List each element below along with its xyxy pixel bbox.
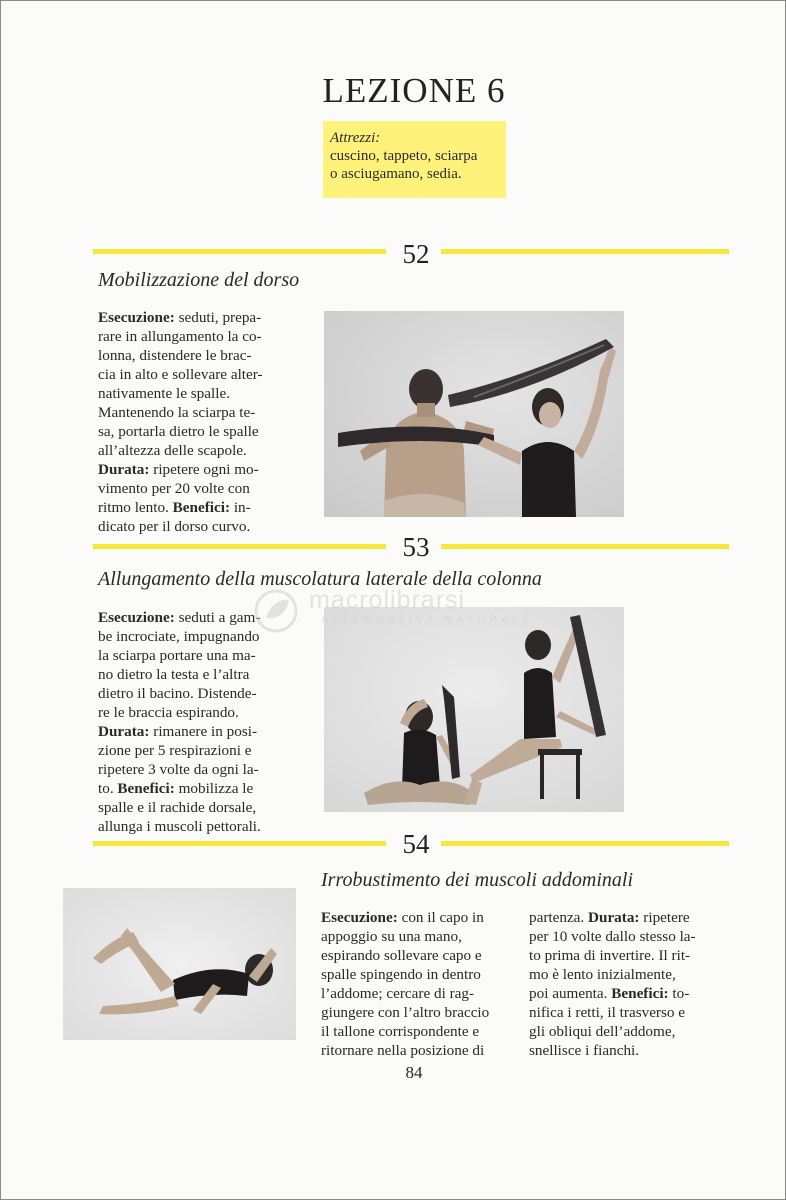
exercise-heading: Allungamento della muscolatura laterale della colonna (98, 568, 542, 590)
text-line: l’addome; cercare di rag- (321, 985, 475, 1002)
bold-label: Durata: (98, 723, 150, 740)
text-line: Mantenendo la sciarpa te- (98, 404, 256, 421)
text-line: poi aumenta. Benefici: to- (529, 985, 690, 1002)
text-line: Durata: ripetere ogni mo- (98, 461, 259, 478)
text-line: lonna, distendere le brac- (98, 347, 252, 364)
text-line: gli obliqui dell’addome, (529, 1023, 676, 1040)
text-line: cia in alto e sollevare alter- (98, 366, 263, 383)
text-line: nifica i retti, il trasverso e (529, 1004, 686, 1021)
text-line: zione per 5 respirazioni e (98, 742, 252, 759)
text-line: to prima di invertire. Il rit- (529, 947, 691, 964)
bold-label: Durata: (588, 909, 640, 926)
bold-label: Benefici: (117, 780, 175, 797)
text-line: partenza. Durata: ripetere (529, 909, 690, 926)
exercise-text-col1 (321, 908, 521, 1060)
exercise-heading: Mobilizzazione del dorso (98, 269, 300, 291)
page-number: 84 (405, 1063, 423, 1082)
text-line: sa, portarla dietro le spalle (98, 423, 259, 440)
section-rule (93, 544, 386, 549)
text-line: all’altezza delle scapole. (98, 442, 247, 459)
lesson-title: LEZIONE 6 (322, 71, 506, 110)
text-line: ritornare nella posizione di (321, 1042, 485, 1059)
text-line: ripetere 3 volte da ogni la- (98, 761, 259, 778)
text-line: spalle spingendo in dentro (321, 966, 481, 983)
section-rule (93, 841, 386, 846)
text-line: rare in allungamento la co- (98, 328, 262, 345)
exercise-text-col2 (529, 908, 729, 1060)
bold-label: Benefici: (172, 499, 231, 516)
text-line: no dietro la testa e l’altra (98, 666, 250, 683)
bold-label: Durata: (98, 461, 150, 478)
photo-illustration (324, 607, 624, 812)
text-line: dicato per il dorso curvo. (98, 518, 251, 535)
exercise-number: 53 (402, 532, 430, 562)
text-line: Esecuzione: seduti a gam- (98, 609, 261, 626)
exercise-number: 54 (402, 829, 430, 859)
text-line: Esecuzione: seduti, prepa- (98, 309, 262, 326)
section-rule (441, 249, 729, 254)
text-line: appoggio su una mano, (321, 928, 462, 945)
photo-illustration (324, 311, 624, 517)
section-rule (93, 249, 386, 254)
exercise-text (98, 608, 313, 836)
exercise-photo-52 (324, 311, 624, 517)
text-line: spalle e il rachide dorsale, (98, 799, 257, 816)
exercise-photo-53 (324, 607, 624, 812)
photo-illustration (63, 888, 296, 1040)
text-line: nativamente le spalle. (98, 385, 230, 402)
text-line: vimento per 20 volte con (98, 480, 250, 497)
exercise-heading: Irrobustimento dei muscoli addominali (321, 869, 634, 891)
text-line: Esecuzione: con il capo in (321, 909, 484, 926)
section-rule (441, 544, 729, 549)
text-line: mo è lento inizialmente, (529, 966, 676, 983)
text-line: Durata: rimanere in posi- (98, 723, 258, 740)
watermark-brand: macrolibrarsi (309, 586, 466, 614)
text-line: snellisce i fianchi. (529, 1042, 640, 1059)
equipment-line: cuscino, tappeto, sciarpa (330, 148, 478, 164)
text-line: be incrociate, impugnando (98, 628, 260, 645)
bold-label: Esecuzione: (321, 909, 398, 926)
text-line: espirando sollevare capo e (321, 947, 482, 964)
text-line: re le braccia espirando. (98, 704, 239, 721)
text-line: per 10 volte dallo stesso la- (529, 928, 696, 945)
exercise-number: 52 (402, 239, 430, 269)
equipment-box (323, 121, 506, 198)
equipment-line: o asciugamano, sedia. (330, 166, 462, 182)
text-line: dietro il bacino. Distende- (98, 685, 257, 702)
bold-label: Esecuzione: (98, 609, 175, 626)
text-line: allunga i muscoli pettorali. (98, 818, 261, 835)
exercise-text (98, 308, 313, 536)
text-line: la sciarpa portare una ma- (98, 647, 256, 664)
exercise-photo-54 (63, 888, 296, 1040)
watermark-tagline: ALTERNATIVA NATURALE (321, 614, 535, 626)
text-line: ritmo lento. Benefici: in- (98, 499, 251, 516)
bold-label: Benefici: (611, 985, 669, 1002)
text-line: il tallone corrispondente e (321, 1023, 480, 1040)
text-line: giungere con l’altro braccio (321, 1004, 490, 1021)
text-line: to. Benefici: mobilizza le (98, 780, 254, 797)
section-rule (441, 841, 729, 846)
bold-label: Esecuzione: (98, 309, 175, 326)
equipment-label: Attrezzi: (330, 130, 381, 146)
